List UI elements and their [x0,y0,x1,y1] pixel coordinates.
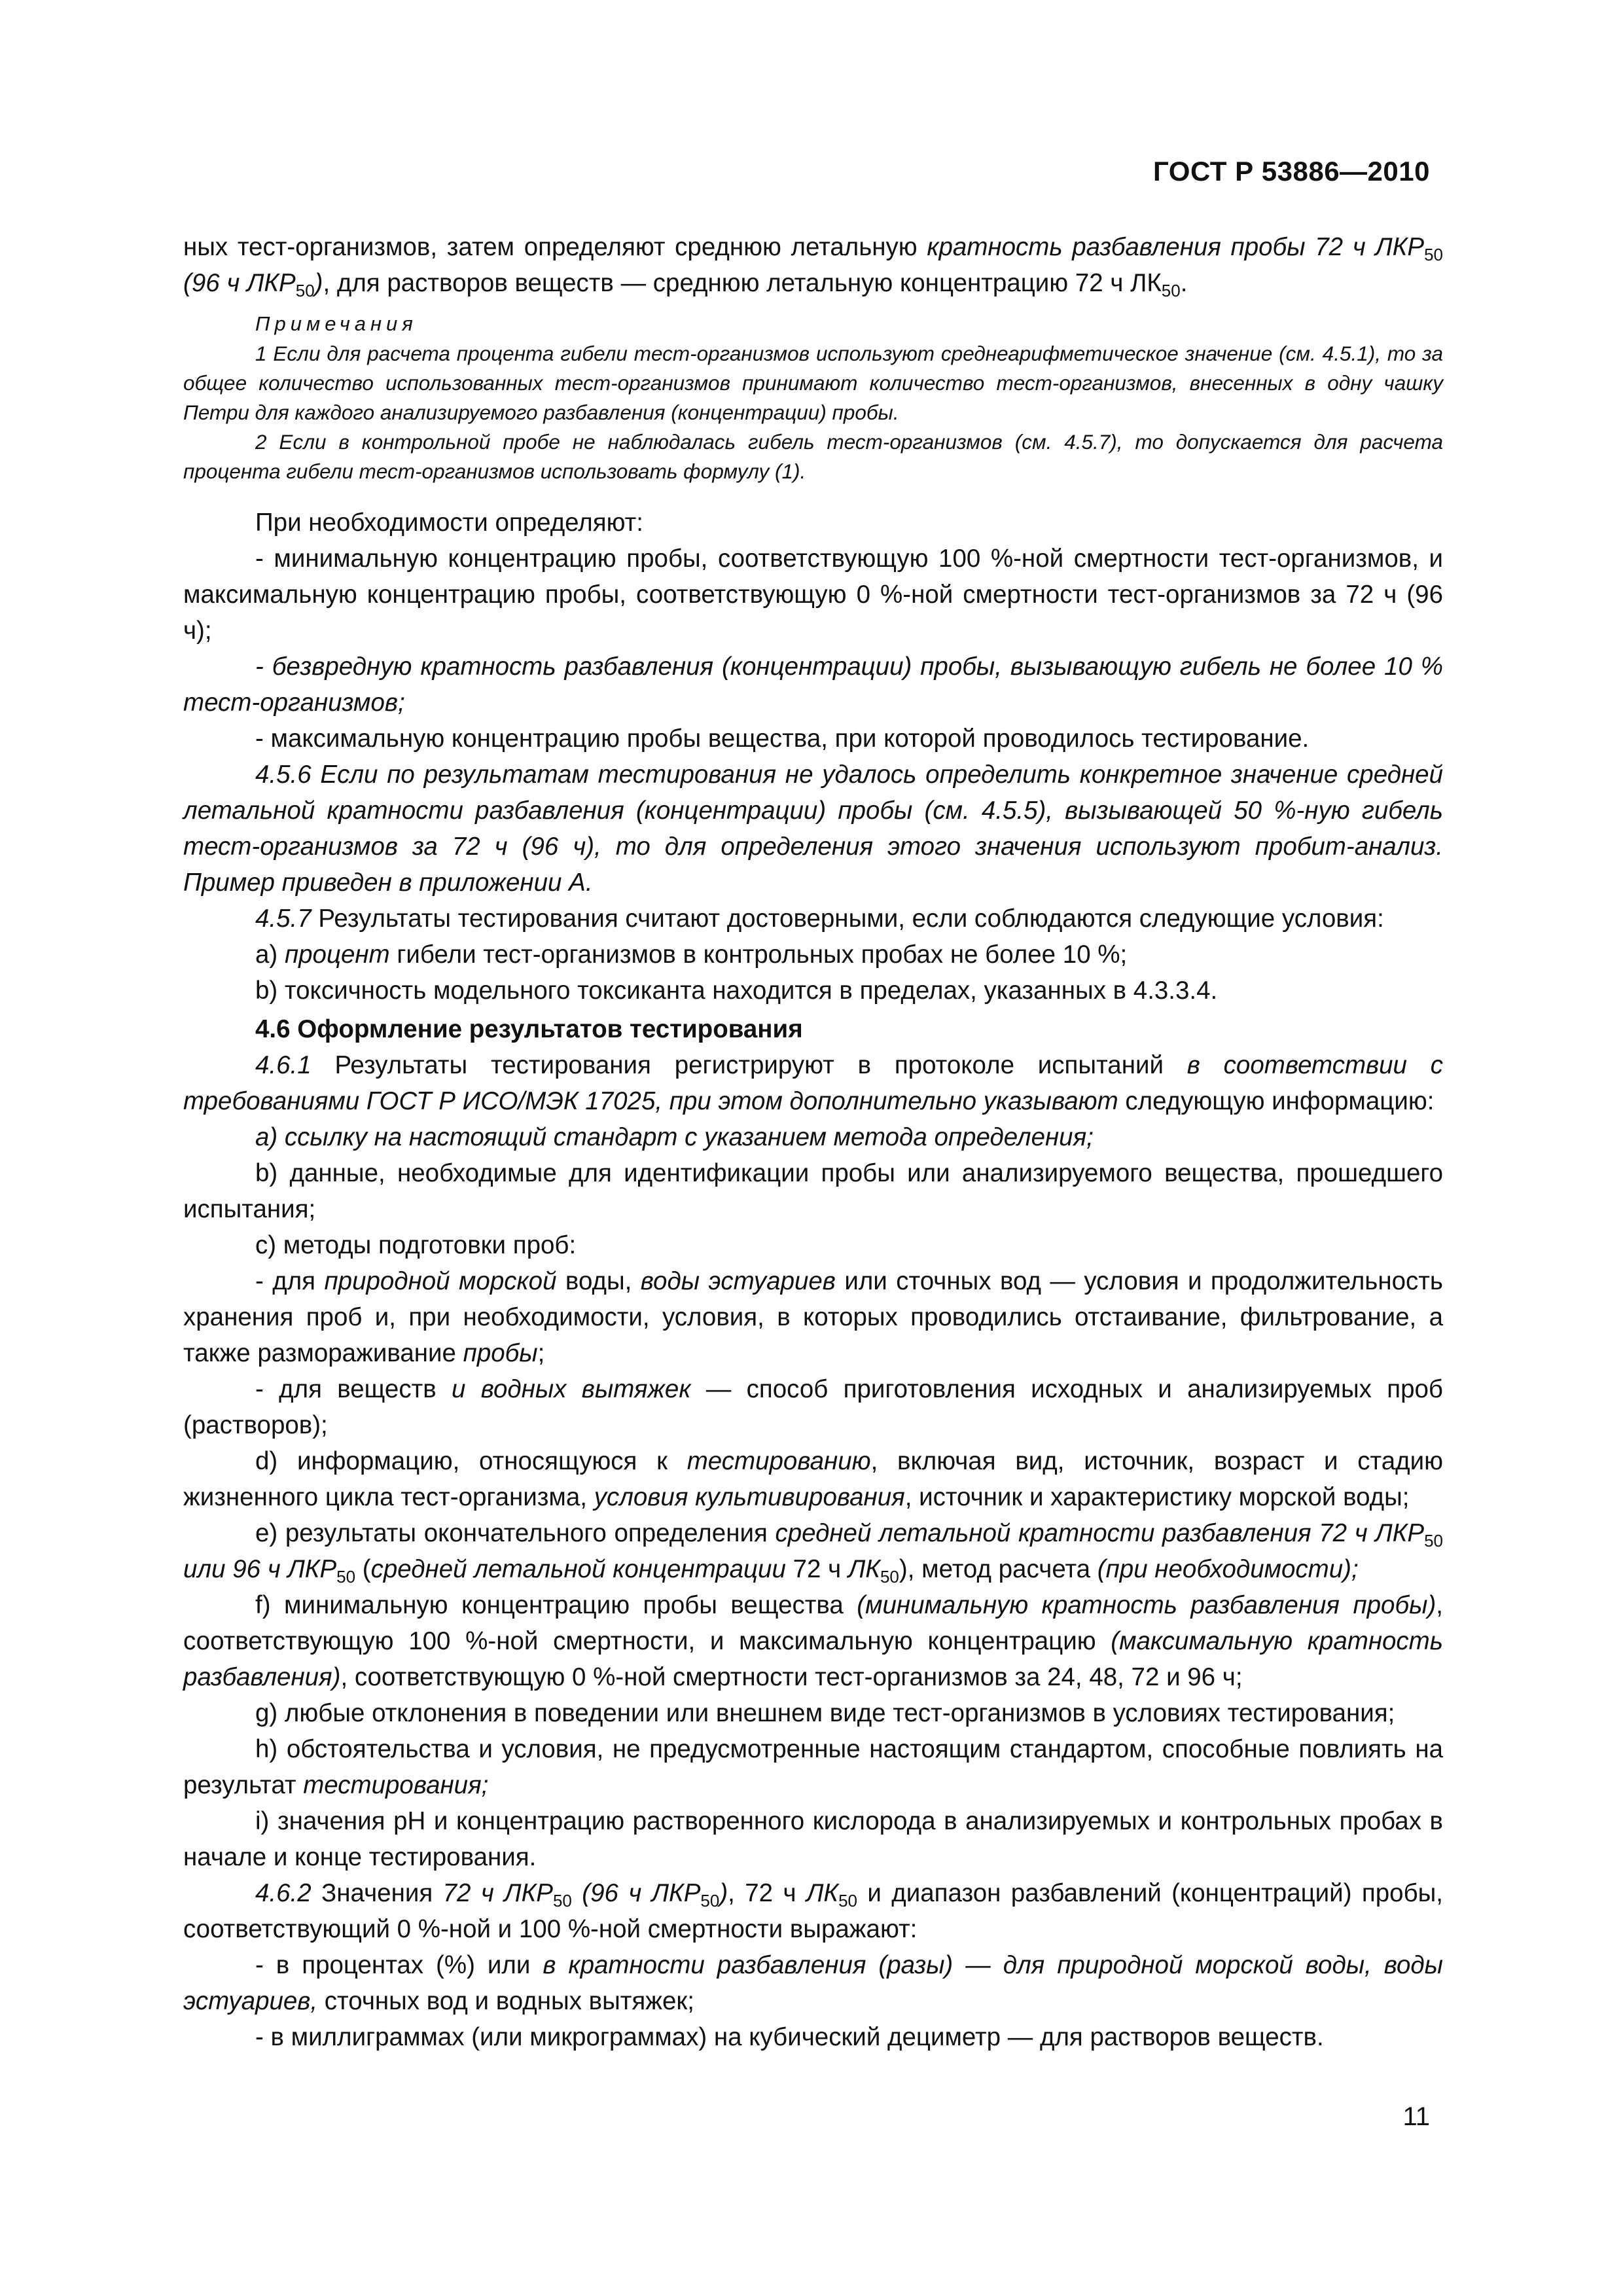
subscript: 50 [880,1567,899,1587]
subscript: 50 [1424,245,1443,264]
clause-4-6-2-bullet-1 [183,1947,1443,2019]
text-run-italic: тестированию [687,1447,871,1475]
subscript: 50 [552,1891,572,1910]
text-run: Результаты тестирования считают достоверными, если соблюдаются следующие условия: [311,905,1384,933]
text-run: , для растворов веществ — среднюю летальную концентрацию 72 ч ЛК [323,269,1162,297]
text-run: ), метод расчета [899,1555,1097,1583]
text-run-italic: (96 ч ЛКР [183,269,296,297]
note-2: 2 Если в контрольной пробе не наблюдалась гибель тест-организмов (см. 4.5.7), то допускается для расчета процента гибели тест-организмов использовать формулу (1). [183,430,1443,483]
clause-number: 4.6.2 [255,1879,312,1907]
text-run-italic: или 96 ч ЛКР [183,1555,337,1583]
text-run-italic: природной морской [324,1267,557,1295]
text-run: — способ приготовления исходных и анализируемых проб (растворов); [183,1375,1443,1439]
text-run: - для веществ [255,1375,452,1403]
subscript: 50 [838,1891,857,1910]
text-run-italic: ЛК [847,1555,880,1583]
subscript: 50 [1424,1531,1443,1551]
clause-4-6-1 [183,1047,1443,1119]
text-run-italic: процент [284,941,390,969]
text-run: , соответствующую 100 %-ной смертности, и максимальную концентрацию [183,1591,1443,1655]
text-run-italic: в кратности разбавления (разы) — для природной морской воды, воды эстуариев, [183,1951,1443,2015]
subscript: 50 [295,281,315,300]
text-run: - для [255,1267,325,1295]
text-run: Значения [311,1879,443,1907]
subscript: 50 [336,1567,356,1587]
note-1: 1 Если для расчета процента гибели тест-организмов используют среднеарифметическое значение (см. 4.5.1), то за общее количество использованных тест-организмов принимают количество тест-организмов, внесенных в одну чашку Петри для каждого анализируемого разбавления (концентрации) пробы. [183,342,1443,424]
clause-number: 4.6.1 [255,1051,312,1079]
text-run-italic: ЛК [806,1879,839,1907]
text-run-italic: в соответствии с требованиями ГОСТ Р ИСО/МЭК 17025, при этом дополнительно указывают [183,1051,1443,1115]
section-title-4-6: 4.6 Оформление результатов тестирования [255,1015,803,1043]
text-run-italic: ) [314,269,323,297]
text-run-italic: и водных вытяжек [452,1375,691,1403]
text-run-italic: (максимальную кратность разбавления) [183,1627,1443,1691]
notes-heading: Примечания [255,312,418,335]
text-run: сточных вод и водных вытяжек; [317,1987,694,2015]
document-body [183,229,1443,2055]
document-header: ГОСТ Р 53886—2010 [1153,156,1430,187]
clause-4-6-1-c: c) методы подготовки проб: [255,1231,577,1259]
text-run: d) информацию, относящуюся к [255,1447,687,1475]
clause-4-6-1-b: b) данные, необходимые для идентификации пробы или анализируемого вещества, прошедшего испытания; [183,1159,1443,1223]
paragraph-continuation [183,229,1443,301]
text-run-italic: условия культивирования [594,1483,905,1511]
clause-4-6-1-e [183,1515,1443,1587]
text-run: e) результаты окончательного определения [255,1519,776,1547]
text-run-italic: пробы [463,1339,538,1367]
clause-4-6-1-g: g) любые отклонения в поведении или внешнем виде тест-организмов в условиях тестирования; [255,1699,1395,1727]
determine-item-1: - минимальную концентрацию пробы, соответствующую 100 %-ной смертности тест-организмов, и максимальную концентрацию пробы, соответствующую 0 %-ной смертности тест-организмов за 72 ч (96 ч); [183,545,1443,645]
subscript: 50 [700,1891,720,1910]
clause-4-6-1-a [183,1119,1443,1155]
clause-4-6-1-c-2 [183,1371,1443,1443]
text-run: ; [537,1339,545,1367]
text-run-italic: (минимальную кратность разбавления пробы) [857,1591,1436,1619]
clause-number: 4.5.7 [255,905,312,933]
text-run-italic: средней летальной концентрации [370,1555,786,1583]
clause-4-5-6 [183,757,1443,901]
text-run-italic: а) ссылку на настоящий стандарт с указанием метода определения; [255,1123,1094,1151]
text-run: - в процентах (%) или [255,1951,543,1979]
text-run: гибели тест-организмов в контрольных пробах не более 10 %; [389,941,1128,969]
text-run: , соответствующую 0 %-ной смертности тест-организмов за 24, 48, 72 и 96 ч; [340,1663,1243,1691]
text-run-italic: тестирования; [303,1771,489,1799]
text-run-italic: воды эстуариев [640,1267,836,1295]
text-run: a) [255,941,285,969]
clause-4-6-1-d [183,1443,1443,1515]
page-number: 11 [1402,2102,1430,2131]
clause-4-6-1-c-1 [183,1263,1443,1371]
clause-4-6-2 [183,1875,1443,1947]
text-run-italic: кратность разбавления пробы 72 ч ЛКР [927,233,1425,261]
clause-4-6-1-h [183,1731,1443,1803]
text-run: ( [355,1555,371,1583]
text-run: , 72 ч [728,1879,806,1907]
text-run: или сточных вод — условия и продолжительность хранения проб и, при необходимости, условия, в которых проводились отстаивание, фильтрование, а также размораживание [183,1267,1443,1367]
text-run-italic: ) [719,1879,728,1907]
text-run-italic: 72 ч ЛКР [442,1879,553,1907]
text-run: , включая вид, источник, возраст и стадию жизненного цикла тест-организма, [183,1447,1443,1511]
determine-intro: При необходимости определяют: [255,509,643,537]
subscript: 50 [1161,281,1181,300]
text-run: Результаты тестирования регистрируют в протоколе испытаний [311,1051,1187,1079]
text-run-italic: 4.5.6 Если по результатам тестирования не удалось определить конкретное значение средней летальной кратности разбавления (концентрации) пробы (см. 4.5.5), вызывающей 50 %-ную гибель тест-организмов за 72 ч (96 ч), то для определения этого значения используют пробит-анализ. Пример приведен в приложении А. [183,761,1443,897]
text-run: 72 ч [785,1555,848,1583]
text-run: следующую информацию: [1118,1087,1435,1115]
clause-4-5-7 [183,901,1443,937]
clause-4-5-7-b: b) токсичность модельного токсиканта находится в пределах, указанных в 4.3.3.4. [255,977,1218,1005]
text-run: и диапазон разбавлений (концентраций) пробы, соответствующий 0 %-ной и 100 %-ной смертности выражают: [183,1879,1444,1943]
clause-4-6-1-i: i) значения pH и концентрацию растворенного кислорода в анализируемых и контрольных пробах в начале и конце тестирования. [183,1807,1443,1871]
clause-4-5-7-a [183,937,1443,973]
text-run-italic: средней летальной кратности разбавления 72 ч ЛКР [775,1519,1425,1547]
clause-4-6-2-bullet-2: - в миллиграммах (или микрограммах) на кубический дециметр — для растворов веществ. [255,2023,1324,2051]
text-run-italic: (96 ч ЛКР [571,1879,701,1907]
text-run: ных тест-организмов, затем определяют среднюю летальную [183,233,927,261]
clause-4-6-1-f [183,1587,1443,1695]
determine-item-3: - максимальную концентрацию пробы вещества, при которой проводилось тестирование. [255,725,1310,753]
text-run: . [1180,269,1188,297]
text-run: воды, [556,1267,641,1295]
text-run-italic: - безвредную кратность разбавления (концентрации) пробы, вызывающую гибель не более 10 % тест-организмов; [183,653,1443,717]
text-run: h) обстоятельства и условия, не предусмотренные настоящим стандартом, способные повлиять на результат [183,1735,1443,1799]
text-run: , источник и характеристику морской воды; [904,1483,1410,1511]
text-run-italic: (при необходимости); [1097,1555,1359,1583]
determine-item-2 [183,649,1443,721]
text-run: f) минимальную концентрацию пробы вещества [255,1591,857,1619]
